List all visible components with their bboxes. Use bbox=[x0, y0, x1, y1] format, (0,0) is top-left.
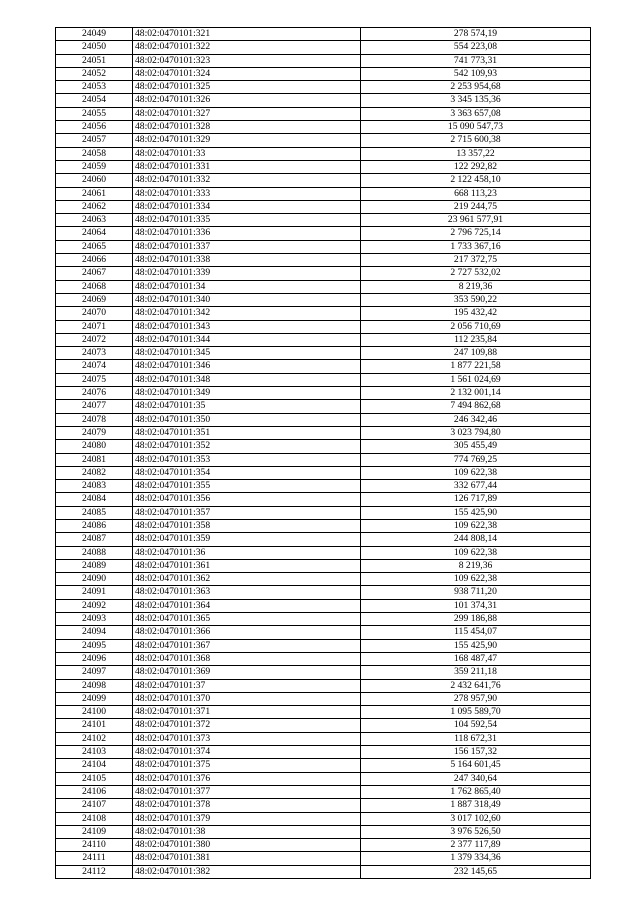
cadastral-value-cell: 232 145,65 bbox=[361, 865, 591, 878]
cadastral-number-cell: 48:02:0470101:344 bbox=[133, 333, 361, 346]
cadastral-number-cell: 48:02:0470101:345 bbox=[133, 347, 361, 360]
cadastral-number-cell: 48:02:0470101:37 bbox=[133, 679, 361, 692]
row-number-cell: 24072 bbox=[56, 333, 133, 346]
table-body bbox=[56, 28, 591, 879]
cadastral-number-cell: 48:02:0470101:323 bbox=[133, 54, 361, 67]
row-number-cell: 24051 bbox=[56, 54, 133, 67]
row-number-cell: 24064 bbox=[56, 227, 133, 240]
cadastral-value-cell: 554 223,08 bbox=[361, 41, 591, 54]
row-number-cell: 24086 bbox=[56, 519, 133, 532]
row-number-cell: 24069 bbox=[56, 293, 133, 306]
cadastral-number-cell: 48:02:0470101:372 bbox=[133, 719, 361, 732]
cadastral-number-cell: 48:02:0470101:346 bbox=[133, 360, 361, 373]
row-number-cell: 24077 bbox=[56, 400, 133, 413]
cadastral-value-cell: 668 113,23 bbox=[361, 187, 591, 200]
table-row bbox=[56, 466, 591, 479]
cadastral-value-cell: 1 561 024,69 bbox=[361, 373, 591, 386]
cadastral-value-cell: 2 253 954,68 bbox=[361, 81, 591, 94]
row-number-cell: 24080 bbox=[56, 440, 133, 453]
row-number-cell: 24079 bbox=[56, 426, 133, 439]
cadastral-number-cell: 48:02:0470101:334 bbox=[133, 200, 361, 213]
table-row bbox=[56, 373, 591, 386]
cadastral-number-cell: 48:02:0470101:379 bbox=[133, 812, 361, 825]
row-number-cell: 24111 bbox=[56, 852, 133, 865]
cadastral-value-cell: 3 976 526,50 bbox=[361, 825, 591, 838]
cadastral-value-cell: 195 432,42 bbox=[361, 307, 591, 320]
cadastral-value-cell: 109 622,38 bbox=[361, 466, 591, 479]
row-number-cell: 24090 bbox=[56, 573, 133, 586]
table-row bbox=[56, 160, 591, 173]
cadastral-number-cell: 48:02:0470101:336 bbox=[133, 227, 361, 240]
cadastral-value-cell: 2 056 710,69 bbox=[361, 320, 591, 333]
row-number-cell: 24065 bbox=[56, 240, 133, 253]
cadastral-value-cell: 109 622,38 bbox=[361, 519, 591, 532]
row-number-cell: 24059 bbox=[56, 160, 133, 173]
row-number-cell: 24094 bbox=[56, 626, 133, 639]
table-row bbox=[56, 387, 591, 400]
cadastral-number-cell: 48:02:0470101:349 bbox=[133, 387, 361, 400]
table-row bbox=[56, 174, 591, 187]
cadastral-number-cell: 48:02:0470101:364 bbox=[133, 599, 361, 612]
cadastral-value-cell: 156 157,32 bbox=[361, 746, 591, 759]
cadastral-value-cell: 2 796 725,14 bbox=[361, 227, 591, 240]
table-row bbox=[56, 147, 591, 160]
cadastral-value-cell: 155 425,90 bbox=[361, 639, 591, 652]
table-row bbox=[56, 267, 591, 280]
row-number-cell: 24110 bbox=[56, 839, 133, 852]
table-row bbox=[56, 347, 591, 360]
row-number-cell: 24067 bbox=[56, 267, 133, 280]
cadastral-number-cell: 48:02:0470101:326 bbox=[133, 94, 361, 107]
table-row bbox=[56, 94, 591, 107]
cadastral-value-cell: 774 769,25 bbox=[361, 453, 591, 466]
cadastral-value-table-page bbox=[55, 27, 590, 879]
row-number-cell: 24098 bbox=[56, 679, 133, 692]
cadastral-value-cell: 101 374,31 bbox=[361, 599, 591, 612]
row-number-cell: 24061 bbox=[56, 187, 133, 200]
table-row bbox=[56, 254, 591, 267]
row-number-cell: 24099 bbox=[56, 692, 133, 705]
row-number-cell: 24107 bbox=[56, 799, 133, 812]
cadastral-value-cell: 155 425,90 bbox=[361, 506, 591, 519]
cadastral-value-cell: 109 622,38 bbox=[361, 546, 591, 559]
row-number-cell: 24071 bbox=[56, 320, 133, 333]
row-number-cell: 24062 bbox=[56, 200, 133, 213]
cadastral-number-cell: 48:02:0470101:382 bbox=[133, 865, 361, 878]
row-number-cell: 24074 bbox=[56, 360, 133, 373]
cadastral-value-cell: 542 109,93 bbox=[361, 67, 591, 80]
table-row bbox=[56, 732, 591, 745]
table-row bbox=[56, 812, 591, 825]
cadastral-number-cell: 48:02:0470101:350 bbox=[133, 413, 361, 426]
table-row bbox=[56, 746, 591, 759]
cadastral-value-cell: 2 727 532,02 bbox=[361, 267, 591, 280]
table-row bbox=[56, 533, 591, 546]
row-number-cell: 24058 bbox=[56, 147, 133, 160]
cadastral-number-cell: 48:02:0470101:369 bbox=[133, 666, 361, 679]
cadastral-number-cell: 48:02:0470101:381 bbox=[133, 852, 361, 865]
cadastral-value-cell: 299 186,88 bbox=[361, 613, 591, 626]
cadastral-value-cell: 359 211,18 bbox=[361, 666, 591, 679]
table-row bbox=[56, 227, 591, 240]
row-number-cell: 24049 bbox=[56, 28, 133, 41]
row-number-cell: 24087 bbox=[56, 533, 133, 546]
table-row bbox=[56, 413, 591, 426]
cadastral-value-cell: 305 455,49 bbox=[361, 440, 591, 453]
table-row bbox=[56, 280, 591, 293]
cadastral-value-cell: 3 023 794,80 bbox=[361, 426, 591, 439]
row-number-cell: 24089 bbox=[56, 559, 133, 572]
cadastral-number-cell: 48:02:0470101:370 bbox=[133, 692, 361, 705]
table-row bbox=[56, 679, 591, 692]
cadastral-number-cell: 48:02:0470101:375 bbox=[133, 759, 361, 772]
table-row bbox=[56, 692, 591, 705]
row-number-cell: 24095 bbox=[56, 639, 133, 652]
cadastral-value-cell: 278 957,90 bbox=[361, 692, 591, 705]
table-row bbox=[56, 107, 591, 120]
row-number-cell: 24105 bbox=[56, 772, 133, 785]
cadastral-number-cell: 48:02:0470101:337 bbox=[133, 240, 361, 253]
cadastral-number-cell: 48:02:0470101:380 bbox=[133, 839, 361, 852]
cadastral-number-cell: 48:02:0470101:332 bbox=[133, 174, 361, 187]
row-number-cell: 24097 bbox=[56, 666, 133, 679]
cadastral-value-cell: 8 219,36 bbox=[361, 280, 591, 293]
table-row bbox=[56, 333, 591, 346]
table-row bbox=[56, 772, 591, 785]
table-row bbox=[56, 639, 591, 652]
cadastral-value-cell: 1 095 589,70 bbox=[361, 706, 591, 719]
cadastral-number-cell: 48:02:0470101:36 bbox=[133, 546, 361, 559]
cadastral-value-cell: 13 357,22 bbox=[361, 147, 591, 160]
table-row bbox=[56, 400, 591, 413]
row-number-cell: 24096 bbox=[56, 652, 133, 665]
cadastral-value-cell: 247 109,88 bbox=[361, 347, 591, 360]
table-row bbox=[56, 586, 591, 599]
cadastral-number-cell: 48:02:0470101:367 bbox=[133, 639, 361, 652]
table-row bbox=[56, 599, 591, 612]
cadastral-number-cell: 48:02:0470101:348 bbox=[133, 373, 361, 386]
table-row bbox=[56, 360, 591, 373]
table-row bbox=[56, 67, 591, 80]
cadastral-value-cell: 217 372,75 bbox=[361, 254, 591, 267]
row-number-cell: 24054 bbox=[56, 94, 133, 107]
table-row bbox=[56, 519, 591, 532]
table-row bbox=[56, 506, 591, 519]
table-row bbox=[56, 493, 591, 506]
row-number-cell: 24070 bbox=[56, 307, 133, 320]
table-row bbox=[56, 666, 591, 679]
cadastral-value-cell: 741 773,31 bbox=[361, 54, 591, 67]
cadastral-value-cell: 15 090 547,73 bbox=[361, 121, 591, 134]
row-number-cell: 24076 bbox=[56, 387, 133, 400]
row-number-cell: 24083 bbox=[56, 480, 133, 493]
cadastral-value-cell: 3 363 657,08 bbox=[361, 107, 591, 120]
cadastral-number-cell: 48:02:0470101:376 bbox=[133, 772, 361, 785]
cadastral-number-cell: 48:02:0470101:366 bbox=[133, 626, 361, 639]
cadastral-value-cell: 109 622,38 bbox=[361, 573, 591, 586]
row-number-cell: 24106 bbox=[56, 785, 133, 798]
table-row bbox=[56, 307, 591, 320]
table-row bbox=[56, 759, 591, 772]
row-number-cell: 24078 bbox=[56, 413, 133, 426]
cadastral-number-cell: 48:02:0470101:35 bbox=[133, 400, 361, 413]
table-row bbox=[56, 706, 591, 719]
cadastral-number-cell: 48:02:0470101:353 bbox=[133, 453, 361, 466]
cadastral-value-cell: 1 379 334,36 bbox=[361, 852, 591, 865]
table-row bbox=[56, 785, 591, 798]
cadastral-number-cell: 48:02:0470101:325 bbox=[133, 81, 361, 94]
table-row bbox=[56, 480, 591, 493]
cadastral-value-cell: 246 342,46 bbox=[361, 413, 591, 426]
row-number-cell: 24082 bbox=[56, 466, 133, 479]
cadastral-value-cell: 115 454,07 bbox=[361, 626, 591, 639]
cadastral-value-cell: 1 887 318,49 bbox=[361, 799, 591, 812]
row-number-cell: 24055 bbox=[56, 107, 133, 120]
table-row bbox=[56, 121, 591, 134]
row-number-cell: 24103 bbox=[56, 746, 133, 759]
cadastral-value-cell: 1 733 367,16 bbox=[361, 240, 591, 253]
table-row bbox=[56, 546, 591, 559]
table-row bbox=[56, 652, 591, 665]
row-number-cell: 24063 bbox=[56, 214, 133, 227]
cadastral-number-cell: 48:02:0470101:358 bbox=[133, 519, 361, 532]
row-number-cell: 24056 bbox=[56, 121, 133, 134]
table-row bbox=[56, 28, 591, 41]
cadastral-number-cell: 48:02:0470101:354 bbox=[133, 466, 361, 479]
cadastral-number-cell: 48:02:0470101:373 bbox=[133, 732, 361, 745]
cadastral-value-cell: 1 762 865,40 bbox=[361, 785, 591, 798]
cadastral-value-cell: 3 017 102,60 bbox=[361, 812, 591, 825]
cadastral-number-cell: 48:02:0470101:338 bbox=[133, 254, 361, 267]
table-row bbox=[56, 626, 591, 639]
table-row bbox=[56, 852, 591, 865]
table-row bbox=[56, 54, 591, 67]
table-row bbox=[56, 559, 591, 572]
table-row bbox=[56, 440, 591, 453]
cadastral-value-cell: 244 808,14 bbox=[361, 533, 591, 546]
table-row bbox=[56, 41, 591, 54]
cadastral-value-cell: 2 715 600,38 bbox=[361, 134, 591, 147]
cadastral-number-cell: 48:02:0470101:368 bbox=[133, 652, 361, 665]
table-row bbox=[56, 839, 591, 852]
cadastral-number-cell: 48:02:0470101:355 bbox=[133, 480, 361, 493]
cadastral-value-cell: 5 164 601,45 bbox=[361, 759, 591, 772]
cadastral-value-cell: 2 122 458,10 bbox=[361, 174, 591, 187]
cadastral-number-cell: 48:02:0470101:38 bbox=[133, 825, 361, 838]
table-row bbox=[56, 293, 591, 306]
cadastral-number-cell: 48:02:0470101:327 bbox=[133, 107, 361, 120]
row-number-cell: 24091 bbox=[56, 586, 133, 599]
cadastral-value-cell: 938 711,20 bbox=[361, 586, 591, 599]
cadastral-value-cell: 1 877 221,58 bbox=[361, 360, 591, 373]
cadastral-number-cell: 48:02:0470101:361 bbox=[133, 559, 361, 572]
row-number-cell: 24093 bbox=[56, 613, 133, 626]
cadastral-value-cell: 168 487,47 bbox=[361, 652, 591, 665]
row-number-cell: 24102 bbox=[56, 732, 133, 745]
row-number-cell: 24085 bbox=[56, 506, 133, 519]
cadastral-number-cell: 48:02:0470101:342 bbox=[133, 307, 361, 320]
cadastral-value-cell: 2 132 001,14 bbox=[361, 387, 591, 400]
row-number-cell: 24081 bbox=[56, 453, 133, 466]
row-number-cell: 24084 bbox=[56, 493, 133, 506]
cadastral-value-cell: 247 340,64 bbox=[361, 772, 591, 785]
cadastral-number-cell: 48:02:0470101:321 bbox=[133, 28, 361, 41]
table-row bbox=[56, 187, 591, 200]
table-row bbox=[56, 214, 591, 227]
table-row bbox=[56, 320, 591, 333]
cadastral-number-cell: 48:02:0470101:331 bbox=[133, 160, 361, 173]
cadastral-number-cell: 48:02:0470101:365 bbox=[133, 613, 361, 626]
cadastral-value-cell: 7 494 862,68 bbox=[361, 400, 591, 413]
cadastral-number-cell: 48:02:0470101:328 bbox=[133, 121, 361, 134]
cadastral-number-cell: 48:02:0470101:362 bbox=[133, 573, 361, 586]
cadastral-number-cell: 48:02:0470101:356 bbox=[133, 493, 361, 506]
row-number-cell: 24052 bbox=[56, 67, 133, 80]
table-row bbox=[56, 719, 591, 732]
table-row bbox=[56, 200, 591, 213]
row-number-cell: 24092 bbox=[56, 599, 133, 612]
cadastral-value-cell: 353 590,22 bbox=[361, 293, 591, 306]
row-number-cell: 24075 bbox=[56, 373, 133, 386]
table-row bbox=[56, 81, 591, 94]
table-row bbox=[56, 426, 591, 439]
table-row bbox=[56, 240, 591, 253]
cadastral-number-cell: 48:02:0470101:357 bbox=[133, 506, 361, 519]
cadastral-value-cell: 104 592,54 bbox=[361, 719, 591, 732]
row-number-cell: 24101 bbox=[56, 719, 133, 732]
cadastral-value-cell: 278 574,19 bbox=[361, 28, 591, 41]
row-number-cell: 24057 bbox=[56, 134, 133, 147]
cadastral-value-cell: 219 244,75 bbox=[361, 200, 591, 213]
cadastral-number-cell: 48:02:0470101:329 bbox=[133, 134, 361, 147]
cadastral-number-cell: 48:02:0470101:352 bbox=[133, 440, 361, 453]
cadastral-value-cell: 126 717,89 bbox=[361, 493, 591, 506]
table-row bbox=[56, 134, 591, 147]
row-number-cell: 24050 bbox=[56, 41, 133, 54]
cadastral-value-cell: 122 292,82 bbox=[361, 160, 591, 173]
cadastral-number-cell: 48:02:0470101:340 bbox=[133, 293, 361, 306]
table-row bbox=[56, 865, 591, 878]
cadastral-number-cell: 48:02:0470101:34 bbox=[133, 280, 361, 293]
row-number-cell: 24068 bbox=[56, 280, 133, 293]
cadastral-number-cell: 48:02:0470101:363 bbox=[133, 586, 361, 599]
cadastral-number-cell: 48:02:0470101:335 bbox=[133, 214, 361, 227]
row-number-cell: 24088 bbox=[56, 546, 133, 559]
cadastral-number-cell: 48:02:0470101:377 bbox=[133, 785, 361, 798]
cadastral-number-cell: 48:02:0470101:378 bbox=[133, 799, 361, 812]
cadastral-number-cell: 48:02:0470101:339 bbox=[133, 267, 361, 280]
cadastral-number-cell: 48:02:0470101:322 bbox=[133, 41, 361, 54]
cadastral-value-cell: 2 377 117,89 bbox=[361, 839, 591, 852]
row-number-cell: 24104 bbox=[56, 759, 133, 772]
cadastral-number-cell: 48:02:0470101:371 bbox=[133, 706, 361, 719]
cadastral-value-cell: 118 672,31 bbox=[361, 732, 591, 745]
table-row bbox=[56, 613, 591, 626]
cadastral-value-table bbox=[55, 27, 591, 879]
row-number-cell: 24066 bbox=[56, 254, 133, 267]
row-number-cell: 24108 bbox=[56, 812, 133, 825]
cadastral-value-cell: 23 961 577,91 bbox=[361, 214, 591, 227]
table-row bbox=[56, 453, 591, 466]
row-number-cell: 24100 bbox=[56, 706, 133, 719]
row-number-cell: 24109 bbox=[56, 825, 133, 838]
cadastral-value-cell: 8 219,36 bbox=[361, 559, 591, 572]
cadastral-value-cell: 112 235,84 bbox=[361, 333, 591, 346]
cadastral-number-cell: 48:02:0470101:359 bbox=[133, 533, 361, 546]
cadastral-number-cell: 48:02:0470101:343 bbox=[133, 320, 361, 333]
cadastral-number-cell: 48:02:0470101:333 bbox=[133, 187, 361, 200]
row-number-cell: 24060 bbox=[56, 174, 133, 187]
cadastral-value-cell: 3 345 135,36 bbox=[361, 94, 591, 107]
row-number-cell: 24053 bbox=[56, 81, 133, 94]
cadastral-number-cell: 48:02:0470101:324 bbox=[133, 67, 361, 80]
cadastral-number-cell: 48:02:0470101:351 bbox=[133, 426, 361, 439]
cadastral-value-cell: 332 677,44 bbox=[361, 480, 591, 493]
table-row bbox=[56, 799, 591, 812]
row-number-cell: 24112 bbox=[56, 865, 133, 878]
cadastral-number-cell: 48:02:0470101:374 bbox=[133, 746, 361, 759]
cadastral-value-cell: 2 432 641,76 bbox=[361, 679, 591, 692]
table-row bbox=[56, 825, 591, 838]
row-number-cell: 24073 bbox=[56, 347, 133, 360]
cadastral-number-cell: 48:02:0470101:33 bbox=[133, 147, 361, 160]
table-row bbox=[56, 573, 591, 586]
